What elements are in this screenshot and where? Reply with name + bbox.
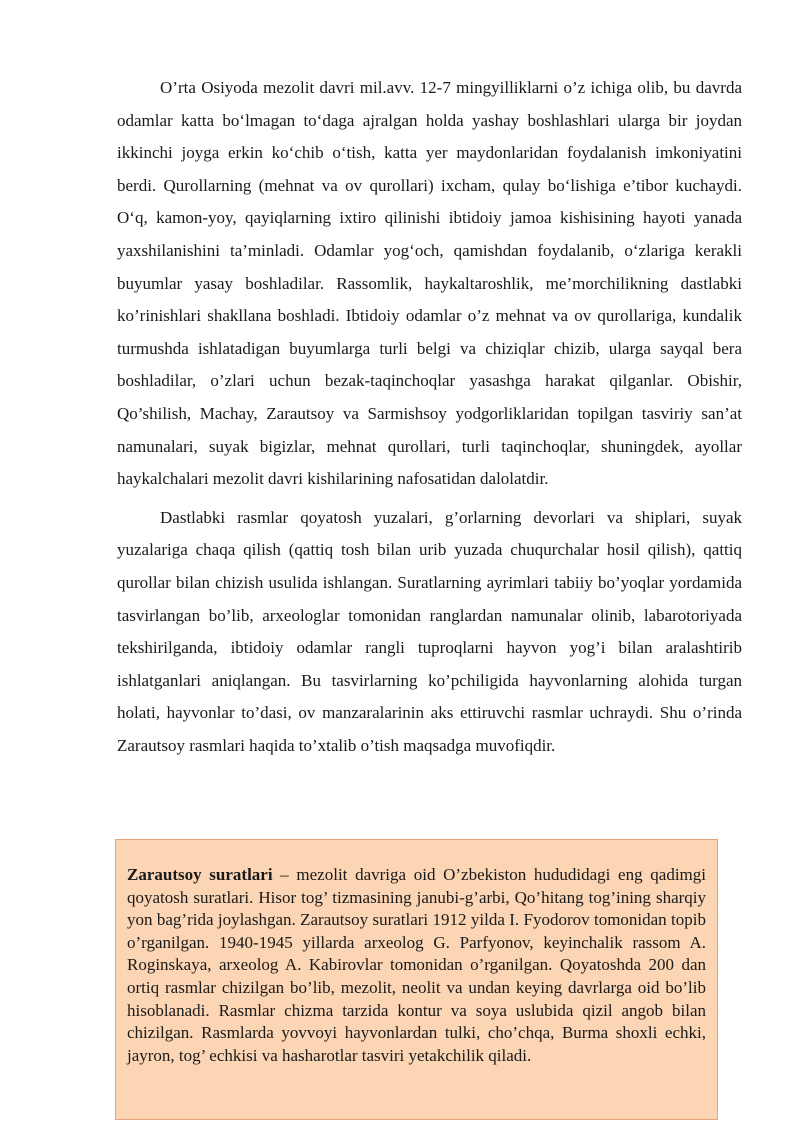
paragraph-mezolit-davri: O’rta Osiyoda mezolit davri mil.avv. 12-7 mingyilliklarni o’z ichiga olib, bu davrda odamlar katta boʻlmagan toʻdaga ajralgan holda yashay boshlashlari ularga bir joydan ikkinchi joyga erkin koʻchib oʻtish, katta yer maydonlaridan foydalanish imkoniyatini berdi. Qurollarning (mehnat va ov qurollari) ixcham, qulay boʻlishiga e’tibor kuchaydi. Oʻq, kamon-yoy, qayiqlarning ixtiro qilinishi ibtidoiy jamoa kishisining hayoti yanada yaxshilanishini ta’minladi. Odamlar yogʻoch, qamishdan foydalanib, oʻzlariga kerakli buyumlar yasay boshladilar. Rassomlik, haykaltaroshlik, me’morchilikning dastlabki ko’rinishlari shakllana boshladi. Ibtidoiy odamlar o’z mehnat va ov qurollariga, kundalik turmushda ishlatadigan buyumlarga turli belgi va chiziqlar chizib, ularga sayqal bera boshladilar, o’zlari uchun bezak-taqinchoqlar yasashga harakat qilganlar. Obishir, Qo’shilish, Machay, Zarautsoy va Sarmishsoy yodgorliklaridan topilgan tasviriy san’at namunalari, suyak bigizlar, mehnat qurollari, turli taqinchoqlar, shuningdek, ayollar haykalchalari mezolit davri kishilarining nafosatidan dalolatdir. bbox=[117, 78, 742, 489]
callout-paragraph bbox=[127, 864, 706, 1067]
definition-callout-box bbox=[115, 839, 718, 1120]
paragraph-dastlabki-rasmlar: Dastlabki rasmlar qoyatosh yuzalari, g’orlarning devorlari va shiplari, suyak yuzalariga chaqa qilish (qattiq tosh bilan urib yuzada chuqurchalar hosil qilish), qattiq qurollar bilan chizish usulida ishlangan. Suratlarning ayrimlari tabiiy bo’yoqlar yordamida tasvirlangan bo’lib, arxeologlar tomonidan ranglardan namunalar olinib, labarotoriyada tekshirilganda, ibtidoiy odamlar rangli tuproqlarni hayvon yog’i bilan aralashtirib ishlatganlari aniqlangan. Bu tasvirlarning ko’pchiligida hayvonlarning alohida turgan holati, hayvonlar to’dasi, ov manzaralarinin aks ettiruvchi rasmlar uchraydi. Shu o’rinda Zarautsoy rasmlari haqida to’xtalib o’tish maqsadga muvofiqdir. bbox=[117, 507, 742, 755]
callout-definition: – mezolit davriga oid O’zbekiston hududidagi eng qadimgi qoyatosh suratlari. Hisor tog’ tizmasining janubi-g’arbi, Qo’hitang tog’ining sharqiy yon bag’rida joylashgan. Zarautsoy suratlari 1912 yilda I. Fyodorov tomonidan topib o’rganilgan. 1940-1945 yillarda arxeolog G. Parfyonov, keyinchalik rassom A. Roginskaya, arxeolog A. Kabirovlar tomonidan o’rganilgan. Qoyatoshda 200 dan ortiq rasmlar chizilgan bo’lib, mezolit, neolit va undan keying davrlarga oid bo’lib hisoblanadi. Rasmlar chizma tarzida kontur va soya uslubida qizil angob bilan chizilgan. Rasmlarda yovvoyi hayvonlardan tulki, cho’chqa, Burma shoxli echki, jayron, tog’ echkisi va hasharotlar tasviri yetakchilik qiladi. bbox=[127, 865, 706, 1065]
document-body bbox=[117, 72, 742, 762]
callout-term: Zarautsoy suratlari bbox=[127, 865, 273, 884]
